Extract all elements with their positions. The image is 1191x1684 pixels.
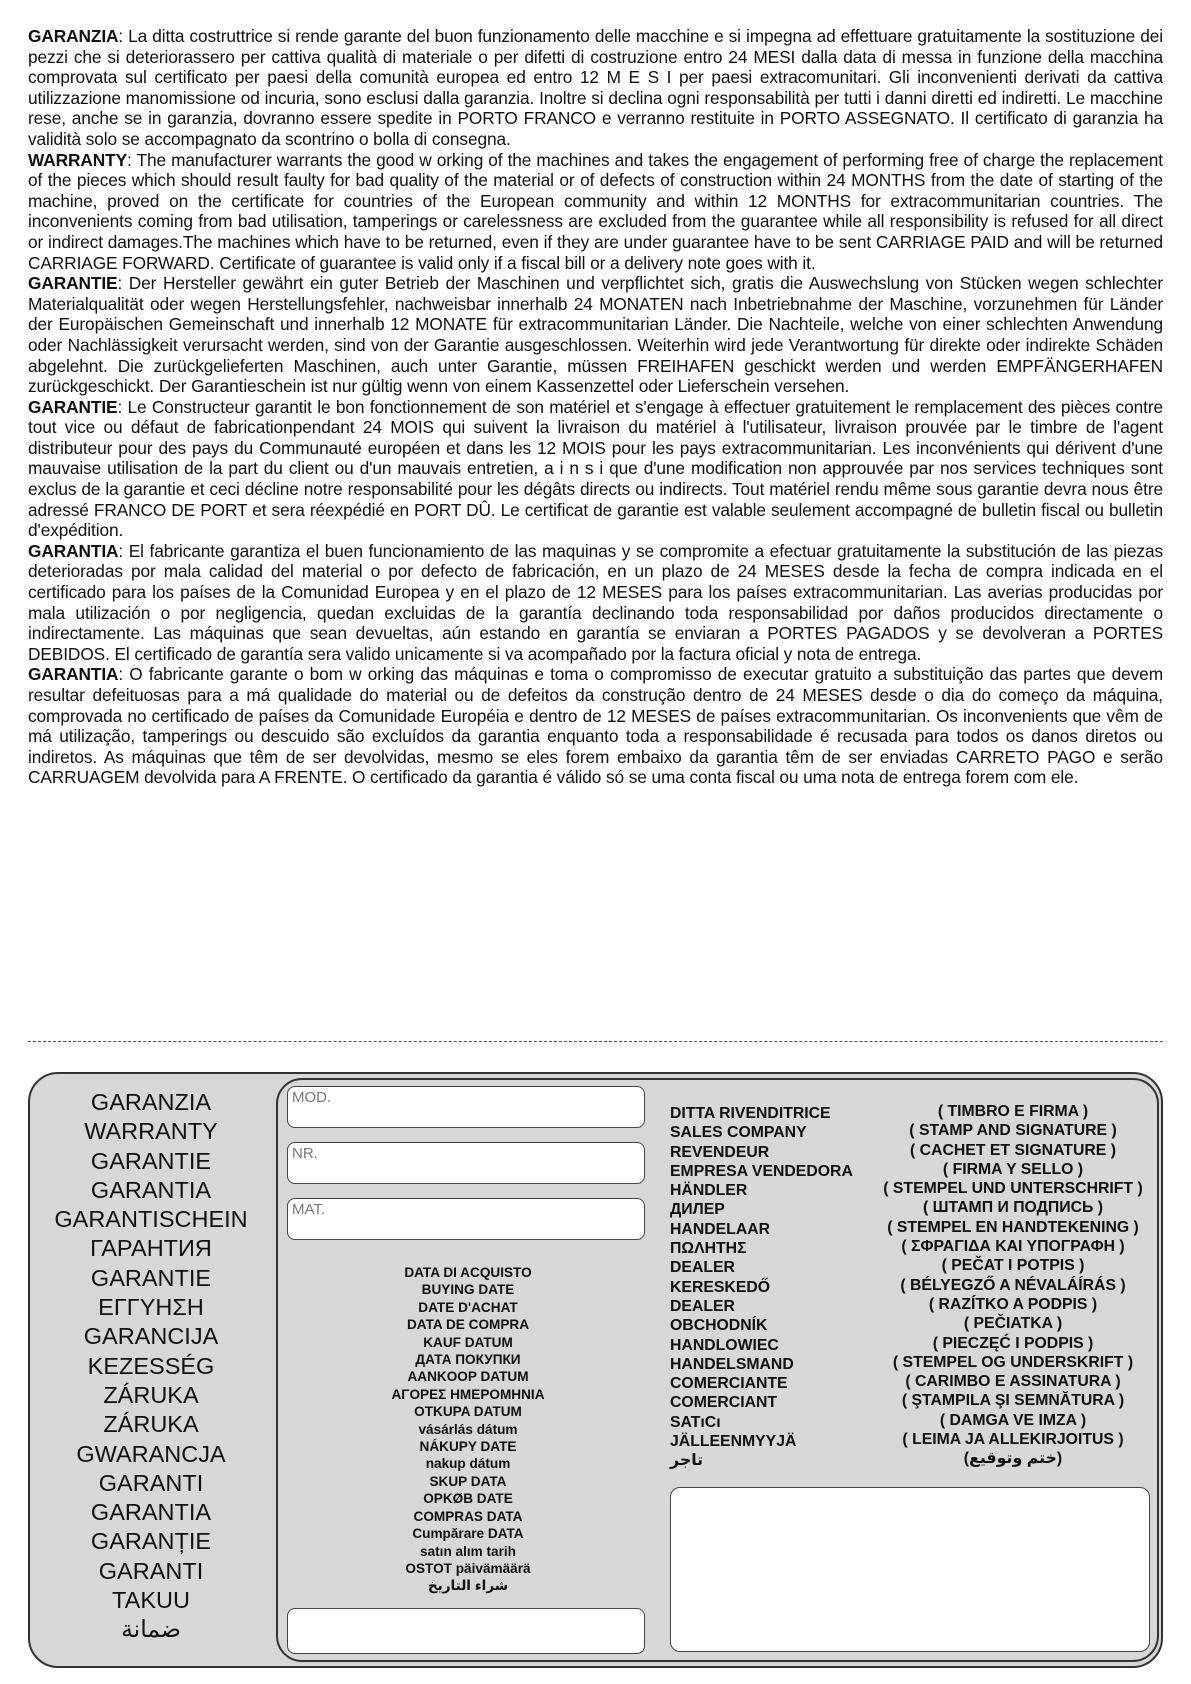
purchase-date-label: OSTOT päivämäärä <box>405 1560 531 1576</box>
dealer-label: ΠΩΛΗΤΗΣ <box>670 1240 747 1258</box>
warranty-form <box>276 1078 1159 1662</box>
purchase-date-label: AANKOOP DATUM <box>407 1369 529 1385</box>
cut-line <box>28 1041 1163 1042</box>
purchase-date-label: OTKUPA DATUM <box>414 1404 522 1420</box>
stamp-label: (ختم وتوقيع) <box>963 1450 1063 1468</box>
warranty-card <box>28 1072 1163 1668</box>
warranty-title-label: GARANTIE <box>90 1147 212 1174</box>
purchase-date-label: شراء التاريخ <box>427 1578 509 1594</box>
dealer-label: HÄNDLER <box>670 1182 748 1200</box>
warranty-title-label: GWARANCJA <box>76 1440 226 1467</box>
purchase-date-label: COMPRAS DATA <box>413 1508 523 1524</box>
purchase-date-label: DATE D'ACHAT <box>418 1299 518 1315</box>
dealer-label: REVENDEUR <box>670 1143 770 1161</box>
warranty-paragraph <box>28 273 1163 397</box>
stamp-label: ( DAMGA VE IMZA ) <box>939 1411 1087 1429</box>
purchase-date-label: OPKØB DATE <box>423 1491 513 1507</box>
model-field-label: MOD. <box>292 1089 332 1106</box>
dealer-label: DEALER <box>670 1297 735 1315</box>
stamp-label: ( RAZÍTKO A PODPIS ) <box>928 1295 1098 1313</box>
warranty-title-label: KEZESSÉG <box>87 1352 215 1379</box>
stamp-label: ( STEMPEL UND UNTERSCHRIFT ) <box>883 1180 1143 1198</box>
warranty-title-label: GARANTI <box>98 1469 204 1496</box>
dealer-label: تاجر <box>670 1452 704 1470</box>
stamp-label: ( CACHET ET SIGNATURE ) <box>910 1141 1116 1159</box>
warranty-title-label: GARANTIE <box>90 1264 212 1291</box>
purchase-date-label: vásárlás dátum <box>418 1421 518 1437</box>
purchase-date-label: ΑΓΟΡΕΣ ΗΜΕΡΟΜΗΝΙΑ <box>391 1386 545 1402</box>
purchase-date-label: ДАТА ПОКУПКИ <box>415 1352 521 1368</box>
warranty-title-label: ضمانة <box>121 1616 181 1643</box>
stamp-label: ( PEČAT I POTPIS ) <box>941 1257 1085 1275</box>
registration-field[interactable] <box>287 1198 645 1240</box>
stamp-label: ( PIECZĘĆ I PODPIS ) <box>932 1334 1094 1352</box>
paragraph-heading: GARANTIA <box>28 664 119 685</box>
dealer-label: JÄLLEENMYYJÄ <box>670 1433 797 1451</box>
stamp-label: ( ШТАМП И ПОДПИСЬ ) <box>922 1199 1104 1217</box>
dealer-label: COMERCIANTE <box>670 1375 788 1393</box>
dealer-label: HANDELAAR <box>670 1220 771 1238</box>
stamp-label: ( ΣΦΡΑΓΙΔΑ ΚΑΙ ΥΠΟΓΡΑΦΗ ) <box>901 1238 1125 1256</box>
dealer-label: COMERCIANT <box>670 1394 778 1412</box>
dealer-label: SALES COMPANY <box>670 1124 807 1142</box>
stamp-signature-box[interactable] <box>670 1487 1150 1652</box>
warranty-title-label: GARANZIA <box>90 1089 212 1115</box>
stamp-label: ( LEIMA JA ALLEKIRJOITUS ) <box>902 1431 1124 1449</box>
dealer-label: EMPRESA VENDEDORA <box>670 1162 853 1180</box>
paragraph-body: : Der Hersteller gewährt ein guter Betrieb der Maschinen und verpflichtet sich, gratis die Auswechslung von Stücken wegen schlechter Materialqualität oder wegen Herstellungsfehler, nachweisbar innerhalb 24 MONATEN nach Inbetriebnahme der Maschine, vorzunehmen für Länder der Europäischen Gemeinschaft und innerhalb 12 MONATE für extracommunitarian Länder. Die Nachteile, welche von einer schlechten Anwendung oder Nachlässigkeit verursacht werden, sind von der Garantie ausgeschlossen. Weiterhin wird jede Verantwortung für direkte oder indirekte Schäden abgelehnt. Die zurückgelieferten Maschinen, auch unter Garantie, müssen FREIHAFEN geschickt werden und werden EMPFÄNGERHAFEN zurückgeschickt. Der Garantieschein ist nur gültig wenn von einem Kassenzettel oder Lieferschein versehen. <box>28 273 1163 397</box>
serial-number-field-label: NR. <box>292 1145 318 1162</box>
purchase-date-label: Cumpărare DATA <box>412 1526 524 1542</box>
purchase-date-labels <box>368 1264 568 1595</box>
paragraph-heading: GARANZIA <box>28 26 119 46</box>
paragraph-heading: WARRANTY <box>28 149 128 170</box>
serial-number-field[interactable] <box>287 1142 645 1184</box>
purchase-date-label: SKUP DATA <box>429 1473 507 1489</box>
purchase-date-label: DATA DE COMPRA <box>406 1317 530 1333</box>
stamp-label: ( PEČIATKA ) <box>963 1315 1063 1333</box>
purchase-date-label: DATA DI ACQUISTO <box>404 1265 532 1280</box>
stamp-label: ( TIMBRO E FIRMA ) <box>937 1103 1089 1120</box>
warranty-title-label: GARANȚIE <box>90 1528 212 1555</box>
registration-field-label: MAT. <box>292 1201 326 1218</box>
dealer-label: HANDELSMAND <box>670 1355 794 1373</box>
warranty-title-label: ZÁRUKA <box>103 1411 199 1438</box>
warranty-title-label: ГАРАНТИЯ <box>90 1235 212 1262</box>
warranty-title-label: GARANTIA <box>90 1176 212 1203</box>
paragraph-heading: GARANTIA <box>28 540 119 561</box>
warranty-paragraph <box>28 397 1163 541</box>
warranty-paragraph <box>28 26 1163 150</box>
warranty-title-label: GARANTI <box>98 1557 204 1584</box>
warranty-paragraph <box>28 664 1163 788</box>
purchase-date-field[interactable] <box>287 1608 645 1654</box>
warranty-text-block <box>28 26 1163 788</box>
dealer-label: DITTA RIVENDITRICE <box>670 1105 831 1122</box>
stamp-label: ( STAMP AND SIGNATURE ) <box>909 1122 1117 1140</box>
stamp-label: ( STEMPEL EN HANDTEKENING ) <box>887 1218 1139 1236</box>
paragraph-body: : Le Constructeur garantit le bon fonctionnement de son matériel et s'engage à effectuer gratuitement le remplacement des pièces contre tout vice ou défaut de fabricationpendant 24 MOIS qui suivent la livraison du matériel à l'utilisateur, livraison prouvée par le timbre de l'agent distributeur pour des pays du Communauté européen et dans les 12 MOIS pour les pays extracommunitarian. Les inconvénients qui dérivent d'une mauvaise utilisation de la part du client ou d'un mauvais entretien, a i n s i que d'une modification non approuvée par nos services techniques sont exclus de la garantie et ceci décline notre responsabilité pour les dégâts directs ou indirects. Tout matériel rendu même sous garantie devra nous être adressé FRANCO DE PORT et sera réexpédié en PORT DÛ. Le certificat de garantie est valable seulement accompagné de bulletin fiscal ou bulletin d'expédition. <box>28 396 1163 541</box>
purchase-date-label: BUYING DATE <box>421 1282 515 1298</box>
warranty-title-label: GARANTIA <box>90 1499 212 1526</box>
warranty-title-label: ΕΓΓΥΗΣΗ <box>98 1294 204 1321</box>
paragraph-heading: GARANTIE <box>28 396 118 417</box>
stamp-label: ( FIRMA Y SELLO ) <box>942 1160 1084 1178</box>
purchase-date-label: KAUF DATUM <box>423 1334 513 1350</box>
warranty-title-label: WARRANTY <box>84 1118 218 1145</box>
dealer-label: HANDLOWIEC <box>670 1336 779 1354</box>
stamp-signature-labels <box>870 1102 1156 1469</box>
stamp-label: ( BÉLYEGZŐ A NÉVALÁÍRÁS ) <box>900 1276 1126 1294</box>
warranty-title-list <box>30 1088 272 1645</box>
warranty-title-label: ZÁRUKA <box>103 1381 199 1408</box>
dealer-label: ДИЛЕР <box>670 1201 725 1219</box>
purchase-date-label: satın alım tarih <box>420 1543 516 1559</box>
dealer-label: SATıCı <box>670 1413 721 1431</box>
paragraph-body: : O fabricante garante o bom w orking das máquinas e toma o compromisso de executar gratuito a substituição das partes que devem resultar defeituosas para a má qualidade do material ou de defeitos da construção dentro de 24 MESES desde o dia do começo da máquina, comprovada no certificado de países da Comunidade Européia e dentro de 12 MESES de países extracommunitarian. Os inconvenients que vêm de má utilização, tamperings ou descuido são excluídos da garantia enquanto toda a responsabilidade é recusada para todos os danos diretos ou indiretos. As máquinas que têm de ser devolvidas, mesmo se eles forem embaixo da garantia têm de ser enviadas CARRETO PAGO e serão CARRUAGEM devolvida para A FRENTE. O certificado da garantia é válido só se uma conta fiscal ou uma nota de entrega forem com ele. <box>28 664 1163 788</box>
warranty-title-label: GARANCIJA <box>83 1323 219 1350</box>
warranty-title-label: TAKUU <box>112 1587 190 1614</box>
paragraph-body: : The manufacturer warrants the good w orking of the machines and takes the engagement of performing free of charge the replacement of the pieces which should result faulty for bad quality of the material or of defects of construction within 24 MONTHS from the date of starting of the machine, proved on the certificate for countries of the European community and within 12 MONTHS for extracommunitarian countries. The inconvenients coming from bad utilisation, tamperings or carelessness are excluded from the guarantee while all responsibility is refused for all direct or indirect damages.The machines which have to be returned, even if they are under guarantee have to be sent CARRIAGE PAID and will be returned CARRIAGE FORWARD. Certificate of guarantee is valid only if a fiscal bill or a delivery note goes with it. <box>28 149 1163 273</box>
model-field[interactable] <box>287 1086 645 1128</box>
paragraph-heading: GARANTIE <box>28 273 118 294</box>
stamp-label: ( STEMPEL OG UNDERSKRIFT ) <box>892 1353 1134 1371</box>
stamp-label: ( CARIMBO E ASSINATURA ) <box>905 1373 1121 1391</box>
warranty-title-label: GARANTISCHEIN <box>54 1206 248 1233</box>
purchase-date-label: NÁKUPY DATE <box>419 1439 517 1455</box>
paragraph-body: : El fabricante garantiza el buen funcionamiento de las maquinas y se compromite a efectuar gratuitamente la substitución de las piezas deterioradas por mala calidad del material o por defecto de fabricación, en un plazo de 24 MESES desde la fecha de compra indicada en el certificado para los países de la Comunidad Europea y en el plazo de 12 MESES para los países extracommunitarian. Las averias producidas por mala utilización o por negligencia, quedan excluidas de la garantía declinando toda responsabilidad por daños producidos directamente o indirectamente. Las máquinas que sean devueltas, aún estando en garantía se enviaran a PORTES PAGADOS y se devolveran a PORTES DEBIDOS. El certificado de garantía sera valido unicamente si va acompañado por la factura oficial y nota de entrega. <box>28 540 1163 664</box>
dealer-label: DEALER <box>670 1259 735 1277</box>
dealer-label: KERESKEDŐ <box>670 1278 771 1296</box>
purchase-date-label: nakup dátum <box>425 1456 511 1472</box>
warranty-paragraph <box>28 541 1163 665</box>
warranty-paragraph <box>28 150 1163 274</box>
stamp-label: ( ŞTAMPILA ŞI SEMNĂTURA ) <box>901 1392 1125 1410</box>
dealer-label: OBCHODNÍK <box>670 1317 768 1335</box>
paragraph-body: : La ditta costruttrice si rende garante del buon funzionamento delle macchine e si impegna ad effettuare gratuitamente la sostituzione dei pezzi che si deteriorassero per cattiva qualità di materiale o per difetti di costruzione entro 24 MESI dalla data di messa in funzione della macchina comprovata sul certificato per paesi della comunità europea ed entro 12 M E S I per paesi extracomunitari. Gli inconvenienti derivati da cattiva utilizzazione manomissione od incuria, sono esclusi dalla garanzia. Inoltre si declina ogni responsabilità per tutti i danni diretti ed indiretti. Le macchine rese, anche se in garanzia, dovranno essere spedite in PORTO FRANCO e verranno restituite in PORTO ASSEGNATO. Il certificato di garanzia ha validità solo se accompagnato da scontrino o bolla di consegna. <box>28 26 1163 149</box>
